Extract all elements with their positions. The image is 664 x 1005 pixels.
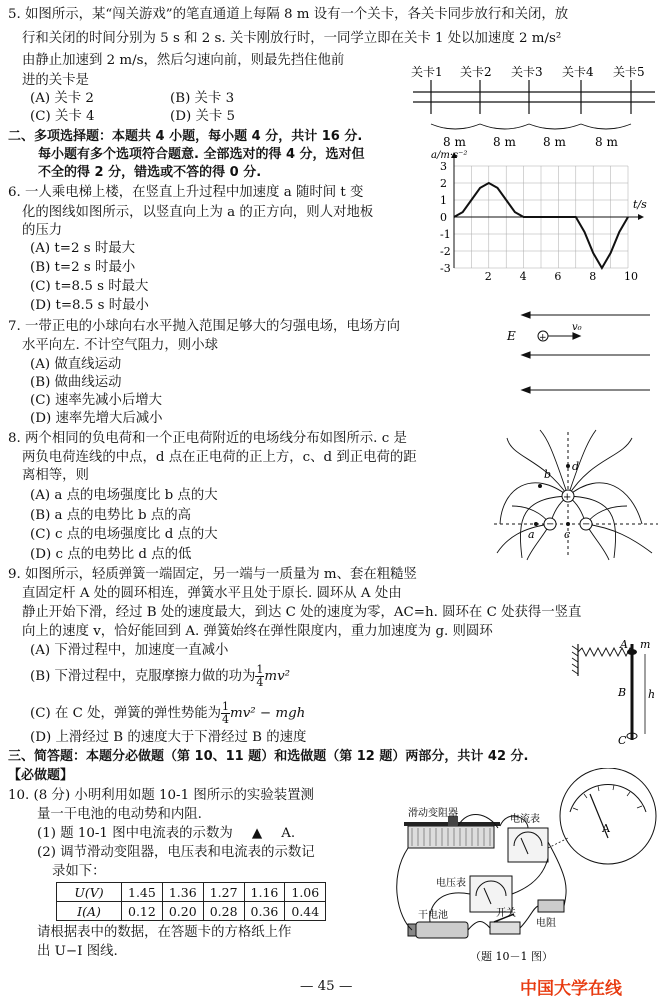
q8-option-a: (A) a 点的电场强度比 b 点的大 <box>30 488 218 503</box>
distance-label-2: 8 m <box>493 135 516 149</box>
table-row <box>57 902 326 921</box>
q6-line2: 化的图线如图所示，以竖直向上为 a 的正方向，则人对地板 <box>22 205 374 220</box>
fraction-denominator: 4 <box>222 713 230 726</box>
section3-heading: 三、简答题：本题分必做题（第 10、11 题）和选做题（第 12 题）两部分，共计 42 分. <box>8 749 529 764</box>
positive-charge-icon: + <box>539 333 547 343</box>
circuit-figure <box>378 768 660 968</box>
positive-charge-icon: + <box>563 492 572 503</box>
distance-label-3: 8 m <box>543 135 566 149</box>
q9-line2: 直固定杆 A 处的圆环相连，弹簧水平且处于原长. 圆环从 A 处由 <box>22 586 402 601</box>
gate-label-1: 关卡1 <box>411 65 443 79</box>
distance-label-4: 8 m <box>595 135 618 149</box>
gate-label-5: 关卡5 <box>613 65 645 79</box>
q7-option-a: (A) 做直线运动 <box>30 357 122 372</box>
q7-line1: 7. 一带正电的小球向右水平抛入范围足够大的匀强电场，电场方向 <box>8 319 400 334</box>
point-label-c-upper: C <box>618 734 627 746</box>
q5-line4: 进的关卡是 <box>22 73 89 88</box>
point-label-b: b <box>544 468 552 481</box>
q9-line1: 9. 如图所示，轻质弹簧一端固定，另一端与一质量为 m、套在粗糙竖 <box>8 567 417 582</box>
q10-line7: 出 U−I 图线. <box>37 944 118 959</box>
q9-option-c-text: (C) 在 C 处，弹簧的弹性势能为 <box>30 706 222 721</box>
gate-label-3: 关卡3 <box>511 65 543 79</box>
q9-line3: 静止开始下滑，经过 B 处的速度最大，到达 C 处的速度为零，AC=h. 圆环在 C 处获得一竖直 <box>22 605 582 620</box>
q10-line1: 10. (8 分) 小明利用如题 10-1 图所示的实验装置测 <box>8 788 314 803</box>
q10-part1-text: (1) 题 10-1 图中电流表的示数为 <box>37 826 233 841</box>
electric-field-figure <box>500 300 660 410</box>
q9-option-c <box>30 701 305 726</box>
q9-line4: 向上的速度 v，恰好能回到 A. 弹簧始终在弹性限度内，重力加速度为 g. 则圆环 <box>22 624 493 639</box>
q10-line6: 请根据表中的数据，在答题卡的方格纸上作 <box>37 925 292 940</box>
x-axis-arrow-icon <box>638 214 644 220</box>
chart-xlabel: t/s <box>633 198 647 211</box>
table-cell: 0.20 <box>162 902 203 921</box>
point-label-c: c <box>564 528 571 541</box>
acceleration-chart <box>428 148 660 283</box>
q10-line3 <box>37 825 295 843</box>
x-tick-label: 6 <box>554 270 562 283</box>
spring-ring-figure <box>540 636 658 746</box>
y-tick-label: -3 <box>440 262 451 275</box>
meter-unit-a: A <box>602 822 610 835</box>
section2-line2: 每小题有多个选项符合题意. 全部选对的得 4 分，选对但 <box>38 147 365 162</box>
y-tick-label: -1 <box>440 228 451 241</box>
watermark-logo: 中国大学在线 <box>520 979 622 999</box>
gates-figure <box>405 62 660 152</box>
q5-option-a: (A) 关卡 2 <box>30 91 94 106</box>
q10-line2: 量一干电池的电动势和内阻. <box>37 807 202 822</box>
fraction-one-quarter <box>221 701 230 726</box>
x-tick-label: 4 <box>519 270 527 283</box>
table-cell: 0.28 <box>203 902 244 921</box>
table-cell: 0.12 <box>122 902 163 921</box>
q6-option-d: (D) t=8.5 s 时最小 <box>30 298 149 313</box>
page-number: — 45 — <box>300 979 353 994</box>
point-label-a: a <box>528 528 535 541</box>
x-tick-label: 8 <box>589 270 597 283</box>
height-label-h: h <box>648 688 656 701</box>
negative-charge-icon: − <box>582 519 591 530</box>
q5-line2: 行和关闭的时间分别为 5 s 和 2 s. 关卡刚放行时，一同学立即在关卡 1 处以加速度 2 m/s² <box>22 31 562 46</box>
q10-part1-unit: A. <box>281 826 296 841</box>
resistor-label: 电阻 <box>536 918 556 929</box>
q6-line3: 的压力 <box>22 223 63 238</box>
x-tick-label: 2 <box>484 270 492 283</box>
table-header-i: I(A) <box>57 902 122 921</box>
q9-option-b-text: (B) 下滑过程中，克服摩擦力做的功为 <box>30 669 256 684</box>
table-cell: 1.45 <box>122 883 163 902</box>
data-table <box>56 882 326 921</box>
q8-line1: 8. 两个相同的负电荷和一个正电荷附近的电场线分布如图所示. c 是 <box>8 431 407 446</box>
q7-option-c: (C) 速率先减小后增大 <box>30 393 163 408</box>
q7-option-d: (D) 速率先增大后减小 <box>30 411 163 426</box>
table-cell: 1.36 <box>162 883 203 902</box>
point-label-a-upper: A <box>620 638 628 651</box>
x-tick-label: 10 <box>624 270 638 283</box>
q8-option-d: (D) c 点的电势比 d 点的低 <box>30 547 192 562</box>
q6-line1: 6. 一人乘电梯上楼，在竖直上升过程中加速度 a 随时间 t 变 <box>8 185 364 200</box>
table-cell: 0.44 <box>285 902 326 921</box>
y-tick-label: 0 <box>440 211 447 224</box>
fraction-numerator: 1 <box>222 700 230 713</box>
q10-line5: 录如下： <box>52 864 106 879</box>
answer-blank-triangle: ▲ <box>251 826 263 841</box>
table-cell: 1.06 <box>285 883 326 902</box>
table-cell: 0.36 <box>244 902 285 921</box>
q5-option-b: (B) 关卡 3 <box>170 91 235 106</box>
negative-charge-icon: − <box>546 519 555 530</box>
q9-option-d: (D) 上滑经过 B 的速度大于下滑经过 B 的速度 <box>30 730 307 745</box>
q6-option-b: (B) t=2 s 时最小 <box>30 260 136 275</box>
y-tick-label: -2 <box>440 245 451 258</box>
figure-caption: （题 10－1 图） <box>470 950 553 963</box>
table-row <box>57 883 326 902</box>
field-lines-figure <box>492 428 660 563</box>
q6-option-a: (A) t=2 s 时最大 <box>30 241 136 256</box>
fraction-numerator: 1 <box>256 663 264 676</box>
q8-line2: 两负电荷连线的中点，d 点在正电荷的正上方，c、d 到正电荷的距 <box>22 450 417 465</box>
q9-option-a: (A) 下滑过程中，加速度一直减小 <box>30 643 229 658</box>
distance-label-1: 8 m <box>443 135 466 149</box>
q9-option-b <box>30 664 290 689</box>
mass-label-m: m <box>640 638 651 651</box>
gate-label-4: 关卡4 <box>562 65 594 79</box>
q6-option-c: (C) t=8.5 s 时最大 <box>30 279 149 294</box>
chart-ylabel: a/m·s⁻² <box>431 150 468 161</box>
point-label-b-upper: B <box>618 686 627 699</box>
q5-option-d: (D) 关卡 5 <box>170 109 235 124</box>
velocity-label-v0: v₀ <box>572 322 582 333</box>
y-tick-label: 2 <box>440 177 447 190</box>
required-label: 【必做题】 <box>8 768 74 783</box>
voltmeter-label: 电压表 <box>436 878 466 889</box>
section2-heading: 二、多项选择题：本题共 4 小题，每小题 4 分，共计 16 分. <box>8 129 363 144</box>
battery-label: 干电池 <box>418 910 448 921</box>
section2-line3: 不全的得 2 分，错选或不答的得 0 分. <box>38 165 262 180</box>
y-tick-label: 3 <box>440 160 447 173</box>
ammeter-label: 电流表 <box>510 814 540 825</box>
y-tick-label: 1 <box>440 194 447 207</box>
gate-label-2: 关卡2 <box>460 65 492 79</box>
q8-line3: 离相等，则 <box>22 468 89 483</box>
fraction-denominator: 4 <box>256 676 264 689</box>
field-label-e: E <box>507 329 516 343</box>
table-cell: 1.16 <box>244 883 285 902</box>
q10-line4: (2) 调节滑动变阻器，电压表和电流表的示数记 <box>37 845 315 860</box>
q9-option-c-expr: mv² − mgh <box>230 706 306 721</box>
table-header-u: U(V) <box>57 883 122 902</box>
q9-option-b-expr: mv² <box>264 669 291 684</box>
q7-line2: 水平向左. 不计空气阻力，则小球 <box>22 338 218 353</box>
q7-option-b: (B) 做曲线运动 <box>30 375 122 390</box>
rheostat-label: 滑动变阻器 <box>408 808 458 819</box>
point-label-d: d <box>572 460 580 473</box>
q5-line3: 由静止加速到 2 m/s，然后匀速向前，则最先挡住他前 <box>22 53 345 68</box>
q5-option-c: (C) 关卡 4 <box>30 109 95 124</box>
q8-option-b: (B) a 点的电势比 b 点的高 <box>30 508 191 523</box>
table-cell: 1.27 <box>203 883 244 902</box>
switch-label: 开关 <box>496 908 516 919</box>
q8-option-c: (C) c 点的电场强度比 d 点的大 <box>30 527 218 542</box>
q5-line1: 5. 如图所示，某“闯关游戏”的笔直通道上每隔 8 m 设有一个关卡，各关卡同步放行和关闭，放 <box>8 7 569 22</box>
